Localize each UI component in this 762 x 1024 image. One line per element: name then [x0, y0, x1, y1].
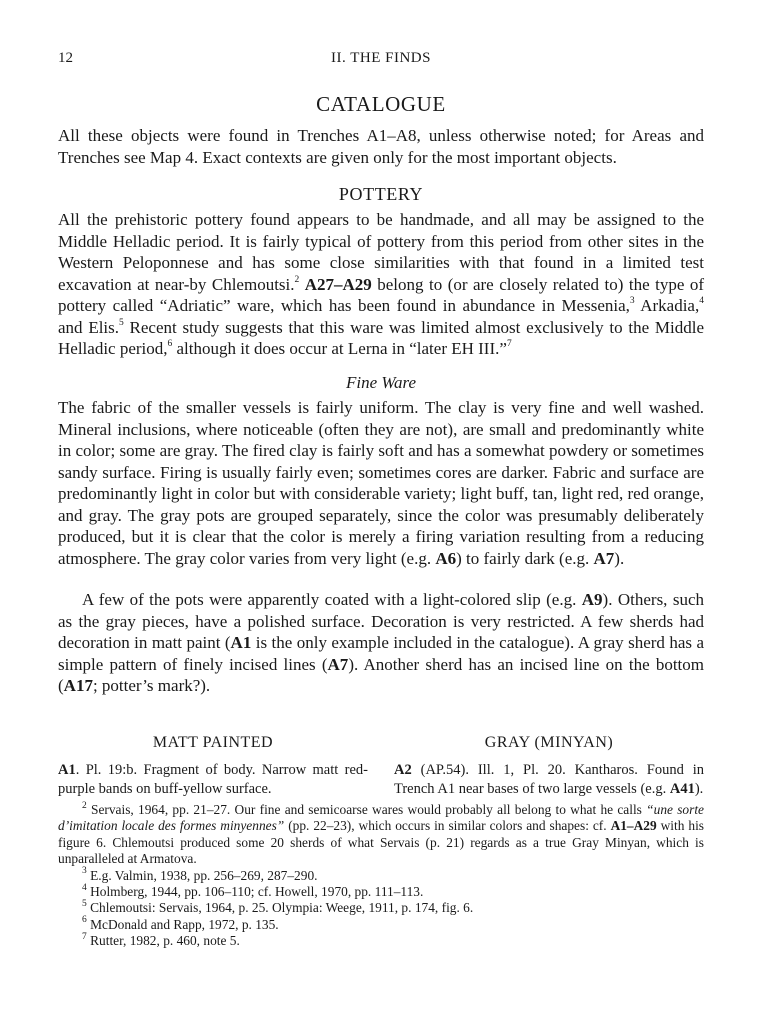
catalogue-heading: CATALOGUE	[316, 92, 446, 116]
matt-painted-heading: MATT PAINTED	[152, 734, 274, 751]
page-number: 12	[58, 50, 73, 66]
pottery-text-1: All the prehistoric pottery found appears to be handmade, and all may be assigned to the Middle Helladic period. It is fairly typical of pottery from this period from other sites in the Western Peloponnese and has some close similarities with that found in a limited test excavation at near-by Chlemoutsi.	[58, 210, 704, 294]
footnote-2-quote: “une sorte d’imitation locale des formes minyennes”	[58, 802, 704, 834]
running-head	[58, 50, 704, 70]
catalogue-ref-a41: A41	[669, 781, 695, 797]
pottery-text-5: Recent study suggests that this ware was limited almost exclusively to the Middle Helladic period,	[58, 317, 704, 358]
catalogue-ref-a27-a29: A27–A29	[304, 274, 372, 294]
catalogue-ref-a17: A17	[63, 676, 93, 695]
footnote-7	[58, 933, 704, 949]
pottery-text-3: Arkadia,	[634, 296, 700, 315]
pottery-text-2: belong to (or are closely related to) the type of pottery called “Adriatic” ware, which has been found in abundance in Messenia,	[58, 274, 704, 315]
catalogue-ref-a7: A7	[593, 548, 615, 568]
footnote-ref-6: 6	[167, 339, 173, 350]
entry-text-a2b: ).	[694, 781, 704, 797]
footnote-2-ref: A1–A29	[610, 818, 657, 834]
footnote-3-text: E.g. Valmin, 1938, pp. 256–269, 287–290.	[86, 867, 318, 883]
pottery-text-4: and Elis.	[58, 317, 120, 337]
footnote-ref-5: 5	[119, 317, 124, 328]
fine-text-2d: ). Another sherd has an incised line on the bottom (	[58, 654, 704, 695]
footnote-marker-6: 6	[82, 915, 87, 926]
pottery-heading: POTTERY	[338, 184, 424, 204]
catalogue-ref-a9: A9	[581, 590, 603, 609]
footnote-6	[58, 917, 704, 933]
footnote-4-text: Holmberg, 1944, pp. 106–110; cf. Howell, 1970, pp. 111–113.	[86, 884, 424, 900]
footnote-6-text: McDonald and Rapp, 1972, p. 135.	[86, 916, 279, 932]
fine-ware-paragraph-1	[58, 397, 704, 569]
footnote-2-text-a: Servais, 1964, pp. 21–27. Our fine and semicoarse wares would probably all belong to what he calls	[86, 802, 647, 817]
footnote-marker-5: 5	[82, 898, 87, 909]
footnote-3	[58, 868, 704, 884]
footnote-marker-4: 4	[82, 882, 87, 893]
fine-text-2e: ; potter’s mark?).	[92, 676, 211, 695]
entry-id-a1: A1	[58, 762, 76, 778]
footnote-ref-3: 3	[629, 296, 635, 307]
gray-minyan-column	[394, 734, 704, 799]
entry-text-a2a: (AP.54). Ill. 1, Pl. 20. Kantharos. Found in Trench A1 near bases of two large vessels (e.g.	[394, 762, 704, 797]
pottery-paragraph	[58, 209, 704, 360]
fine-ware-paragraph-2	[58, 589, 704, 697]
footnote-2-text-c: with his figure 6. Chlemoutsi produced some 20 sherds of what Servais (p. 21) regards as a true Gray Minyan, which is unparalleled at Armatova.	[58, 818, 704, 867]
catalogue-ref-a1: A1	[230, 633, 252, 652]
chapter-title: II. THE FINDS	[331, 50, 431, 66]
fine-text-2a: A few of the pots were apparently coated with a light-colored slip (e.g.	[82, 590, 582, 609]
entry-id-a2: A2	[394, 762, 412, 778]
catalogue-entry-a1	[58, 761, 368, 799]
fine-text-2b: ). Others, such as the gray pieces, have a polished surface. Decoration is very restricted. A few sherds had decoration in matt paint (	[58, 590, 704, 652]
footnote-2	[58, 802, 704, 868]
footnote-2-text-b: (pp. 22–23), which occurs in similar colors and shapes: cf.	[284, 818, 611, 834]
catalogue-entry-a2	[394, 761, 704, 799]
intro-paragraph: All these objects were found in Trenches A1–A8, unless otherwise noted; for Areas and Trenches see Map 4. Exact contexts are given only for the most important objects.	[58, 126, 704, 167]
catalogue-ref-a6: A6	[435, 548, 457, 568]
footnote-5	[58, 900, 704, 916]
fine-text-2c: is the only example included in the catalogue). A gray sherd has a simple pattern of finely incised lines (	[58, 633, 704, 674]
footnote-marker-3: 3	[82, 866, 87, 877]
footnote-ref-4: 4	[699, 296, 704, 307]
fine-ware-heading: Fine Ware	[345, 373, 417, 392]
footnote-ref-2: 2	[294, 274, 300, 285]
fine-text-1c: ).	[614, 548, 625, 568]
entry-text-a1: . Pl. 19:b. Fragment of body. Narrow matt red-purple bands on buff-yellow surface.	[58, 762, 368, 797]
footnote-5-text: Chlemoutsi: Servais, 1964, p. 25. Olympia: Weege, 1911, p. 174, fig. 6.	[86, 900, 474, 916]
fine-text-1b: ) to fairly dark (e.g.	[456, 548, 594, 568]
footnote-marker-7: 7	[82, 931, 87, 942]
footnote-ref-7: 7	[506, 339, 512, 350]
fine-text-1a: The fabric of the smaller vessels is fairly uniform. The clay is very fine and well washed. Mineral inclusions, where noticeable (often they are not), are small and predominantly white in color; some are gray. The fired clay is fairly soft and has a somewhat powdery or sometimes sandy surface. Firing is usually fairly even; sometimes cores are darker. Fabric and surface are predominantly light in color but with considerable variety; light buff, tan, light red, red orange, and gray. The gray pots are grouped separately, since the color was presumably deliberately produced, but it is clear that the color is merely a firing variation resulting from a reducing atmosphere. The gray color varies from very light (e.g.	[58, 398, 704, 568]
footnotes	[58, 802, 704, 950]
gray-minyan-heading: GRAY (MINYAN)	[484, 734, 614, 751]
footnote-marker-2: 2	[82, 800, 87, 811]
pottery-text-6: although it does occur at Lerna in “later EH III.”	[172, 339, 507, 358]
footnote-7-text: Rutter, 1982, p. 460, note 5.	[86, 933, 240, 949]
footnote-4	[58, 884, 704, 900]
catalogue-ref-a7-incised: A7	[327, 654, 349, 674]
matt-painted-column	[58, 734, 368, 799]
